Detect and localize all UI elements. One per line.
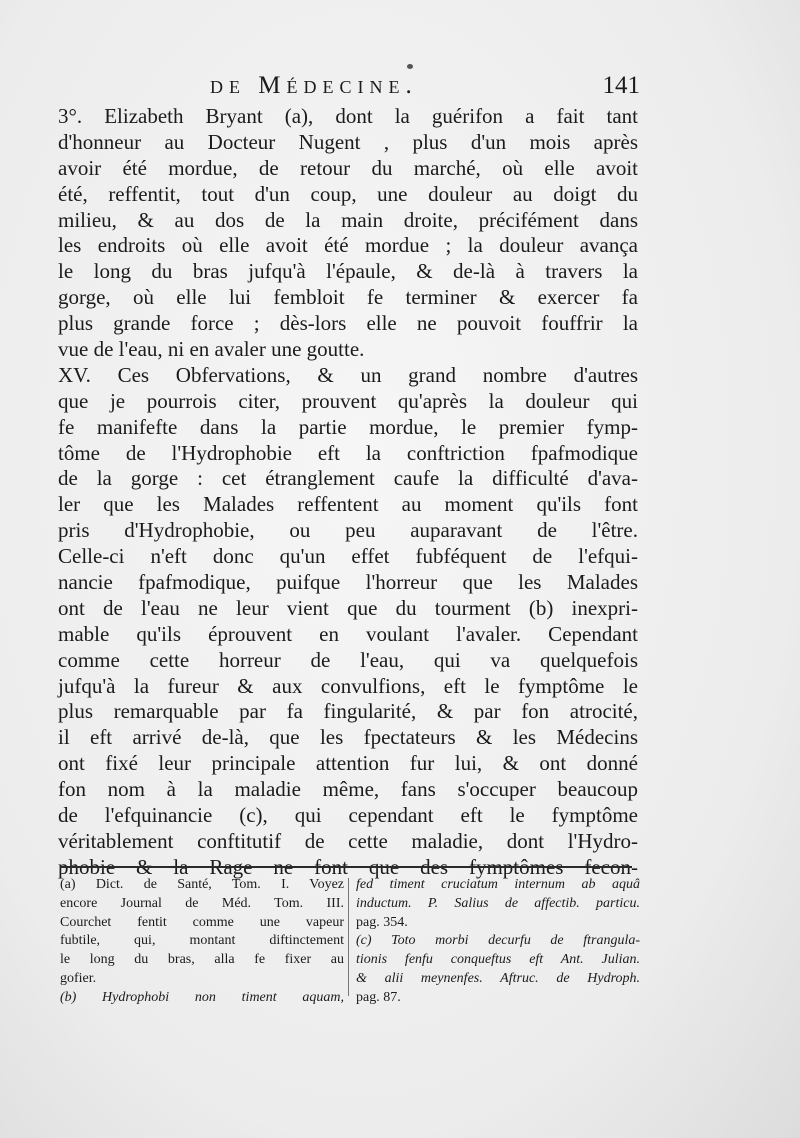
footnote-line: pag. 87.	[356, 989, 401, 1005]
footnote-line: & alii meynenfes. Aftruc. de Hydroph.	[356, 970, 640, 986]
main-text	[58, 104, 638, 881]
running-head: de Médecine.	[210, 72, 418, 99]
text-line: véritablement conftitutif de cette maladie, dont l'Hydro-	[58, 828, 638, 853]
text-line: pris d'Hydrophobie, ou peu auparavant de l'être.	[58, 518, 638, 543]
text-line: vue de l'eau, ni en avaler une goutte.	[58, 337, 365, 362]
text-line: fe manifefte dans la partie mordue, le premier fymp-	[58, 414, 638, 439]
footnote-line: gofier.	[60, 970, 97, 986]
footnote-line: inductum. P. Salius de affectib. particu.	[356, 895, 640, 911]
footnote-rule	[60, 866, 632, 868]
footnote-line: (b) Hydrophobi non timent aquam,	[60, 989, 344, 1005]
text-line: ler que les Malades reffentent au moment qu'ils font	[58, 492, 638, 517]
text-line: fon nom à la maladie même, fans s'occuper beaucoup	[58, 777, 638, 802]
text-line: le long du bras jufqu'à l'épaule, & de-là à travers la	[58, 259, 638, 284]
footnotes-left-column	[60, 876, 344, 1008]
footnote-line: (c) Toto morbi decurfu de ftrangula-	[356, 933, 640, 949]
text-line: 3°. Elizabeth Bryant (a), dont la guérifon a fait tant	[58, 104, 638, 128]
text-line: plus remarquable par fa fingularité, & par fon atrocité,	[58, 699, 638, 724]
footnote-line: le long du bras, alla fe fixer au	[60, 952, 344, 968]
text-line: de la gorge : cet étranglement caufe la difficulté d'ava-	[58, 466, 638, 491]
text-line: comme cette horreur de l'eau, qui va quelquefois	[58, 647, 638, 672]
text-line: XV. Ces Obfervations, & un grand nombre d'autres	[58, 362, 638, 387]
text-line: gorge, où elle lui fembloit fe terminer & exercer fa	[58, 285, 638, 310]
page-number: 141	[602, 72, 640, 99]
footnote-line: fubtile, qui, montant diftinctement	[60, 933, 344, 949]
footnote-line: fed timent cruciatum internum ab aquâ	[356, 877, 640, 892]
text-line: ont de l'eau ne leur vient que du tourment (b) inexpri-	[58, 595, 638, 620]
text-line: il eft arrivé de-là, que les fpectateurs & les Médecins	[58, 725, 638, 750]
text-line: les endroits où elle avoit été mordue ; la douleur avança	[58, 233, 638, 258]
footnotes	[60, 876, 640, 1006]
text-line: milieu, & au dos de la main droite, précifément dans	[58, 207, 638, 232]
ink-speck	[407, 64, 413, 69]
footnotes-right-column	[356, 876, 640, 1008]
footnote-line: Courchet fentit comme une vapeur	[60, 914, 344, 930]
footnote-line: tionis fenfu conqueftus eft Ant. Julian.	[356, 952, 640, 968]
text-line: d'honneur au Docteur Nugent , plus d'un mois après	[58, 129, 638, 154]
text-line: nancie fpafmodique, puifque l'horreur que les Malades	[58, 570, 638, 595]
footnote-line: encore Journal de Méd. Tom. III.	[60, 895, 344, 911]
column-divider	[348, 878, 349, 996]
text-line: été, reffentit, tout d'un coup, une douleur au doigt du	[58, 181, 638, 206]
text-line: Celle-ci n'eft donc qu'un effet fubféquent de l'efqui-	[58, 544, 638, 569]
text-line: jufqu'à la fureur & aux convulfions, eft le fymptôme le	[58, 673, 638, 698]
text-line: que je pourrois citer, prouvent qu'après la douleur qui	[58, 388, 638, 413]
text-line: phobie & la Rage ne font que des fymptômes fecon-	[58, 854, 638, 879]
text-line: tôme de l'Hydrophobie eft la conftriction fpafmodique	[58, 440, 638, 465]
text-line: mable qu'ils éprouvent en voulant l'avaler. Cependant	[58, 621, 638, 646]
text-line: plus grande force ; dès-lors elle ne pouvoit fouffrir la	[58, 311, 638, 336]
footnote-line: (a) Dict. de Santé, Tom. I. Voyez	[60, 877, 344, 892]
page-header	[60, 72, 640, 106]
text-line: de l'efquinancie (c), qui cependant eft le fymptôme	[58, 803, 638, 828]
footnote-line: pag. 354.	[356, 914, 408, 930]
text-line: ont fixé leur principale attention fur lui, & ont donné	[58, 751, 638, 776]
text-line: avoir été mordue, de retour du marché, où elle avoit	[58, 155, 638, 180]
